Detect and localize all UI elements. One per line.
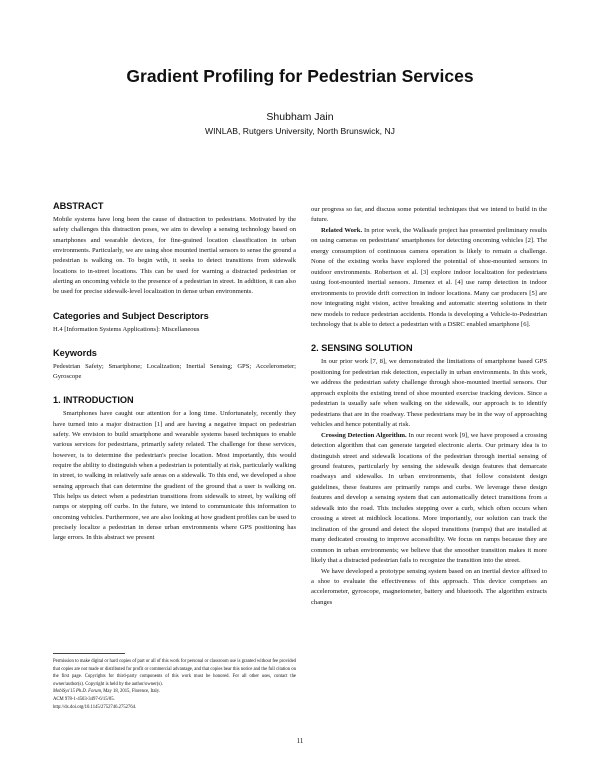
right-column [311, 205, 547, 608]
keywords-heading: Keywords [53, 347, 97, 358]
sensing-paragraph-3: We have developed a prototype sensing system based on an inertial device affixed to a shoe to evaluate the effectiveness of this approach. This device comprises an accelerometer, gyroscope, magnetometer, battery and bluetooth. The algorithm extracts changes [311, 567, 547, 606]
introduction-continued: our progress so far, and discuss some potential techniques that we intend to build in the future. [311, 206, 547, 224]
venue-name: MobiSys'15 Ph.D. Forum, [53, 689, 103, 695]
venue-date: May 18, 2015, Florence, Italy. [102, 689, 160, 695]
permission-text: Permission to make digital or hard copies of part or all of this work for personal or classroom use is granted without fee provided that copies are not made or distributed for profit or commercial advantage, and that copies bear this notice and the full citation on the first page. Copyrights for third-party components of this work must be honored. For all other uses, contact the owner/author(s). Copyright is held by the author/owner(s). [53, 659, 296, 687]
crossing-text: In our recent work [9], we have proposed a crossing detection algorithm that can generate targeted electronic alerts. Our primary idea is to distinguish street and sidewalk locations of the pedestrian through inertial sensing of ground features, particularly by sensing the sidewalk design features that demarcate roadways and sidewalks. In urban environments, that follow consistent design guidelines, these features are primarily ramps and curbs. We leverage these design features and develop a sensing system that can automatically detect transitions from a sidewalk into the road. This includes stepping over a curb, which often occurs when crossing a street at midblock locations. More importantly, our solution can track the inclination of the ground and detect the sloped transitions (ramps) that are installed at many dedicated crossing to improve accessibility. We focus on ramps because they are common in urban environments; we believe that the smoother transition makes it more likely that a distracted pedestrian fails to recognize the transition into the street. [311, 431, 547, 565]
related-work-label: Related Work. [321, 226, 363, 234]
left-column [53, 200, 296, 544]
categories-code: H.4 [Information Systems Applications]: [53, 325, 162, 333]
crossing-label: Crossing Detection Algorithm. [321, 431, 407, 439]
paper-title: Gradient Profiling for Pedestrian Services [126, 66, 474, 86]
categories-text [53, 325, 296, 335]
introduction-text: Smartphones have caught our attention for a long time. Unfortunately, recently they have turned into a major distraction [1] and are having a negative impact on pedestrian safety. We envision to build smartphone and wearable systems based techniques to enable various services for pedestrians, primarily safety related. The challenge for these services, however, is to determine the pedestrian's precise location. Most importantly, this would require the ability to distinguish when a pedestrian is potentially at risk, particularly walking in street, to walking in relatively safe areas on a sidewalk. To this end, we developed a shoe sensing approach that can determine the gradient of the ground that a user is walking on. This helps us detect when a pedestrian transitions from sidewalk to street, by walking off ramps or stepping off curbs. In the future, we intend to communicate this information to oncoming vehicles. Furthermore, we are also looking at how gradient profiles can be used to precisely localize a pedestrian in dense urban environments where GPS positioning has large errors. In this abstract we present [53, 410, 296, 542]
page-number: 11 [296, 737, 304, 745]
footnote-rule [53, 653, 125, 654]
introduction-heading: 1. INTRODUCTION [53, 395, 134, 406]
sensing-heading: 2. SENSING SOLUTION [311, 343, 413, 354]
keywords-text: Pedestrian Safety; Smartphone; Localization; Inertial Sensing; GPS; Accelerometer; Gyroscope [53, 362, 296, 381]
venue-line [53, 688, 296, 696]
abstract-heading: ABSTRACT [53, 201, 104, 211]
crossing-paragraph [311, 431, 547, 567]
related-work-text: In prior work, the Walksafe project has presented preliminary results on using cameras on pedestrians' smartphones for detecting oncoming vehicles [2]. The energy consumption of continuous camera operation is likely to remain a challenge. None of the existing works have explored the potential of shoe-mounted sensors in outdoor environments. Robertson et al. [3] explore indoor localization for pedestrians using foot-mounted inertial sensors. Jimenez et al. [4] use ramp detection in indoor environments to provide drift correction in indoor locations. Many car producers [5] are now integrating night vision, active breaking and automatic steering solutions in their new models to reduce pedestrian accidents. Honda is developing a Vehicle-to-Pedestrian technology that is able to detect a pedestrian with a DSRC enabled smartphone [6]. [311, 226, 548, 328]
related-work-paragraph [311, 226, 547, 331]
acm-isbn: ACM 978-1-4503-3497-6/15/05. [53, 696, 115, 702]
sensing-paragraph-1: In our prior work [7, 8], we demonstrated the limitations of smartphone based GPS positioning for pedestrian risk detection, especially in urban environments. In this work, we address the pedestrian safety challenge through shoe-mounted inertial sensors. Our approach exploits the existing trend of shoe mounted exercise tracking devices. Since a pedestrian is usually safe when walking on the sidewalk, our approach is to identify pedestrians that are in the roadway. These pedestrians may be in the way of approaching vehicles and hence potentially at risk. [311, 358, 547, 429]
author-name: Shubham Jain [266, 111, 334, 123]
author-affiliation: WINLAB, Rutgers University, North Brunswick, NJ [205, 126, 395, 136]
doi-link[interactable]: http://dx.doi.org/10.1145/2752746.2752764. [53, 704, 137, 710]
categories-rest: Miscellaneous [161, 325, 200, 333]
categories-heading: Categories and Subject Descriptors [53, 310, 209, 321]
abstract-text: Mobile systems have long been the cause of distraction to pedestrians. Motivated by the safety challenges this distraction poses, we aim to develop a sensing technology based on smartphones and wearable devices, for fine-grained location classification in urban environments. Particularly, we are using shoe mounted inertial sensors to sense the ground a pedestrian is walking on. To begin with, it seeks to detect transitions from sidewalk locations to in-street locations. This can be used for warning a distracted pedestrian or alerting an oncoming vehicle to the presence of a pedestrian in street. In addition, it can also be used for precise sidewalk-level localization in dense urban environments. [53, 216, 296, 296]
permission-footnote [53, 658, 296, 711]
